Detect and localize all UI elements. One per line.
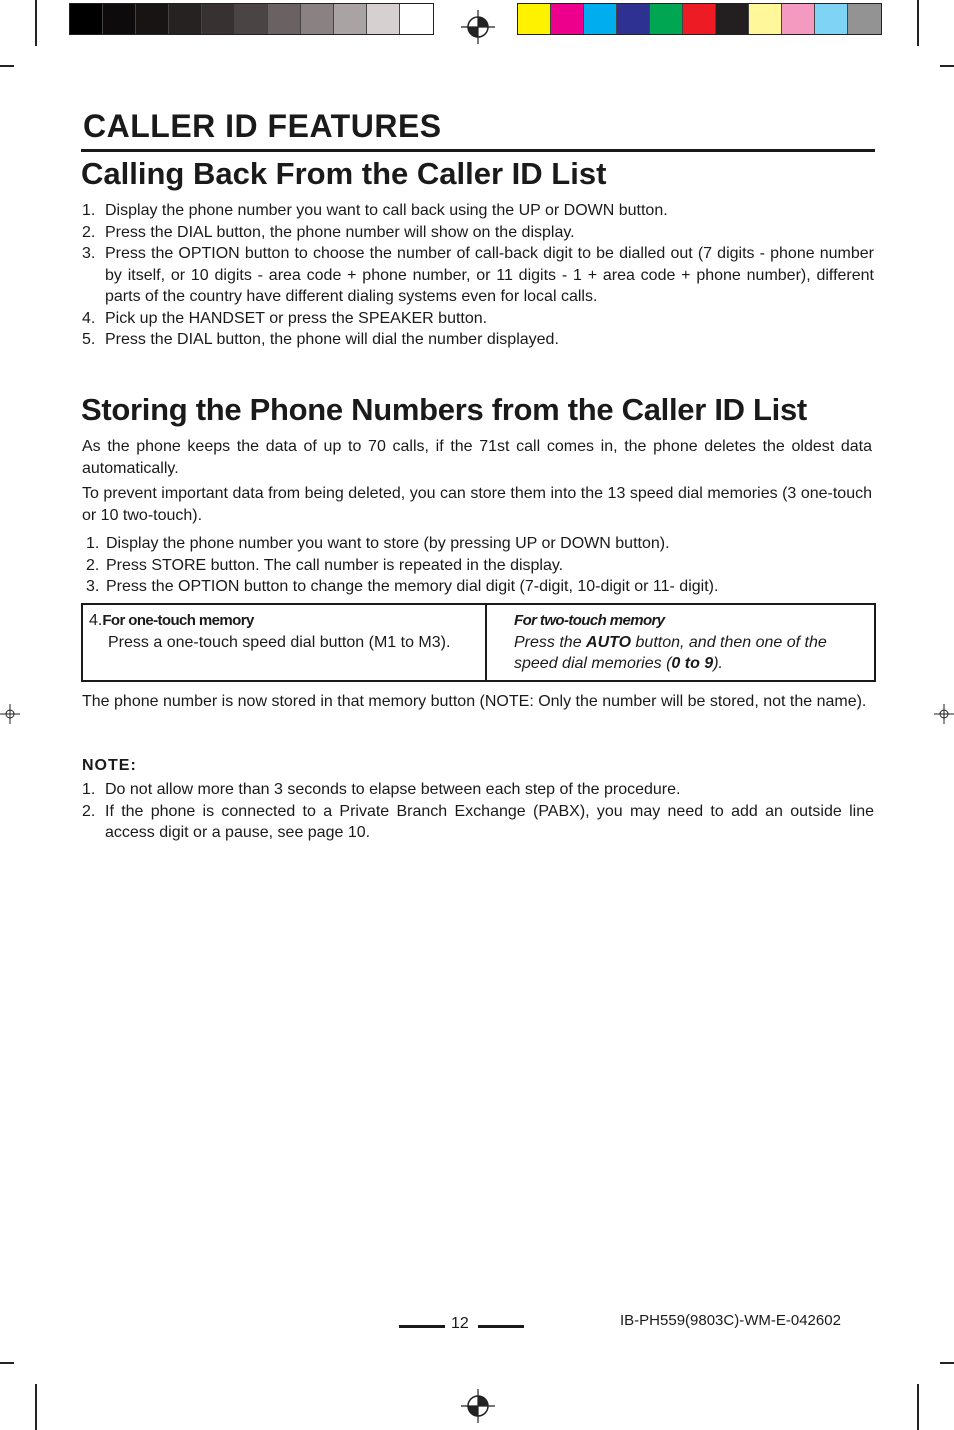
- color-swatch: [367, 4, 400, 34]
- gray-calibration-bar: [69, 3, 434, 35]
- footer-rule-right: [478, 1325, 524, 1328]
- crop-mark: [0, 65, 14, 67]
- step-number: 3.: [86, 578, 100, 595]
- registration-mark-icon: [461, 1389, 495, 1423]
- step-text: Press STORE button. The call number is repeated in the display.: [106, 556, 564, 574]
- page-number: 12: [451, 1315, 469, 1332]
- one-touch-text: Press a one-touch speed dial button (M1 to M3).: [108, 633, 451, 651]
- storing-prevent-paragraph: To prevent important data from being deleted, you can store them into the 13 speed dial memories (3 one-touch or 10 two-touch).: [82, 485, 872, 524]
- storing-intro-paragraph: As the phone keeps the data of up to 70 calls, if the 71st call comes in, the phone deletes the oldest data automatically.: [82, 438, 872, 477]
- list-item: [82, 308, 874, 330]
- note-heading: NOTE:: [82, 757, 137, 774]
- note-number: 2.: [82, 802, 96, 820]
- note-number: 1.: [82, 781, 96, 798]
- step-number: 2.: [86, 556, 100, 574]
- color-swatch: [235, 4, 268, 34]
- color-swatch: [749, 4, 782, 34]
- list-item: [86, 555, 872, 577]
- two-touch-cell: [487, 605, 874, 680]
- step-text: Press the OPTION button to choose the number of call-back digit to be dialled out (7 digits - phone number by itself, or 10 digits - area code + phone number, or 11 digits - 1 + area code + phone number), different parts of the country have different dialing systems even for local calls.: [105, 245, 874, 305]
- color-swatch: [268, 4, 301, 34]
- step-text: Press the DIAL button, the phone number will show on the display.: [105, 223, 575, 241]
- note-text: Do not allow more than 3 seconds to elapse between each step of the procedure.: [105, 781, 681, 798]
- section-title-storing: Storing the Phone Numbers from the Caller ID List: [81, 392, 807, 427]
- crop-mark: [35, 1384, 37, 1430]
- one-touch-label: For one-touch memory: [102, 612, 254, 629]
- crop-mark: [917, 0, 919, 46]
- color-swatch: [782, 4, 815, 34]
- step-number: 4.: [82, 309, 96, 327]
- crop-mark: [35, 0, 37, 46]
- side-registration-mark-icon: [0, 702, 20, 726]
- color-swatch: [202, 4, 235, 34]
- registration-mark-icon: [461, 10, 495, 44]
- note-list: [82, 779, 874, 844]
- list-item: [86, 576, 872, 598]
- section-title-calling-back: Calling Back From the Caller ID List: [81, 156, 607, 191]
- color-swatch: [815, 4, 848, 34]
- crop-mark: [940, 65, 954, 67]
- color-swatch: [650, 4, 683, 34]
- list-item: [82, 200, 874, 222]
- crop-mark: [940, 1362, 954, 1364]
- step-text: Press the DIAL button, the phone will dial the number displayed.: [105, 331, 559, 348]
- auto-key-name: AUTO: [586, 633, 632, 651]
- list-item: [82, 779, 874, 801]
- two-touch-text-end: ).: [713, 655, 723, 672]
- step-number: 2.: [82, 223, 96, 241]
- document-code: IB-PH559(9803C)-WM-E-042602: [620, 1312, 841, 1329]
- color-swatch: [848, 4, 881, 34]
- color-swatch: [617, 4, 650, 34]
- color-swatch: [716, 4, 749, 34]
- color-swatch: [70, 4, 103, 34]
- side-registration-mark-icon: [934, 702, 954, 726]
- step-number: 1.: [86, 535, 100, 552]
- step-text: Press the OPTION button to change the memory dial digit (7-digit, 10-digit or 11- digit).: [106, 578, 719, 595]
- two-touch-text-start: Press the: [514, 633, 587, 651]
- memory-options-table: [81, 603, 876, 682]
- crop-mark: [0, 1362, 14, 1364]
- step-text: Display the phone number you want to store (by pressing UP or DOWN button).: [106, 535, 670, 552]
- calling-back-steps: [82, 200, 874, 351]
- step-number: 5.: [82, 331, 96, 348]
- page-heading: CALLER ID FEATURES: [83, 108, 442, 144]
- color-swatch: [169, 4, 202, 34]
- heading-rule: [81, 149, 875, 152]
- color-calibration-bar: [517, 3, 882, 35]
- list-item: [82, 801, 874, 844]
- step-number: 1.: [82, 202, 96, 219]
- color-swatch: [103, 4, 136, 34]
- color-swatch: [334, 4, 367, 34]
- two-touch-label: For two-touch memory: [514, 612, 665, 629]
- two-touch-text-middle: button, and then one of the speed dial memories (: [514, 633, 827, 672]
- storing-steps: [86, 533, 872, 598]
- crop-mark: [917, 1384, 919, 1430]
- digit-range: 0 to 9: [671, 655, 714, 672]
- list-item: [82, 329, 874, 351]
- step-text: Pick up the HANDSET or press the SPEAKER button.: [105, 309, 488, 327]
- color-swatch: [551, 4, 584, 34]
- step-text: Display the phone number you want to call back using the UP or DOWN button.: [105, 202, 668, 219]
- stored-confirmation-paragraph: The phone number is now stored in that memory button (NOTE: Only the number will be stored, not the name).: [82, 693, 867, 710]
- step-number: 3.: [82, 245, 96, 262]
- one-touch-cell: [83, 605, 487, 680]
- color-swatch: [301, 4, 334, 34]
- color-swatch: [136, 4, 169, 34]
- list-item: [86, 533, 872, 555]
- step-number: 4.: [89, 612, 103, 629]
- color-swatch: [518, 4, 551, 34]
- list-item: [82, 222, 874, 244]
- list-item: [82, 243, 874, 308]
- footer-rule-left: [399, 1325, 445, 1328]
- color-swatch: [584, 4, 617, 34]
- note-text: If the phone is connected to a Private Branch Exchange (PABX), you may need to add an outside line access digit or a pause, see page 10.: [105, 802, 874, 841]
- color-swatch: [683, 4, 716, 34]
- color-swatch: [400, 4, 433, 34]
